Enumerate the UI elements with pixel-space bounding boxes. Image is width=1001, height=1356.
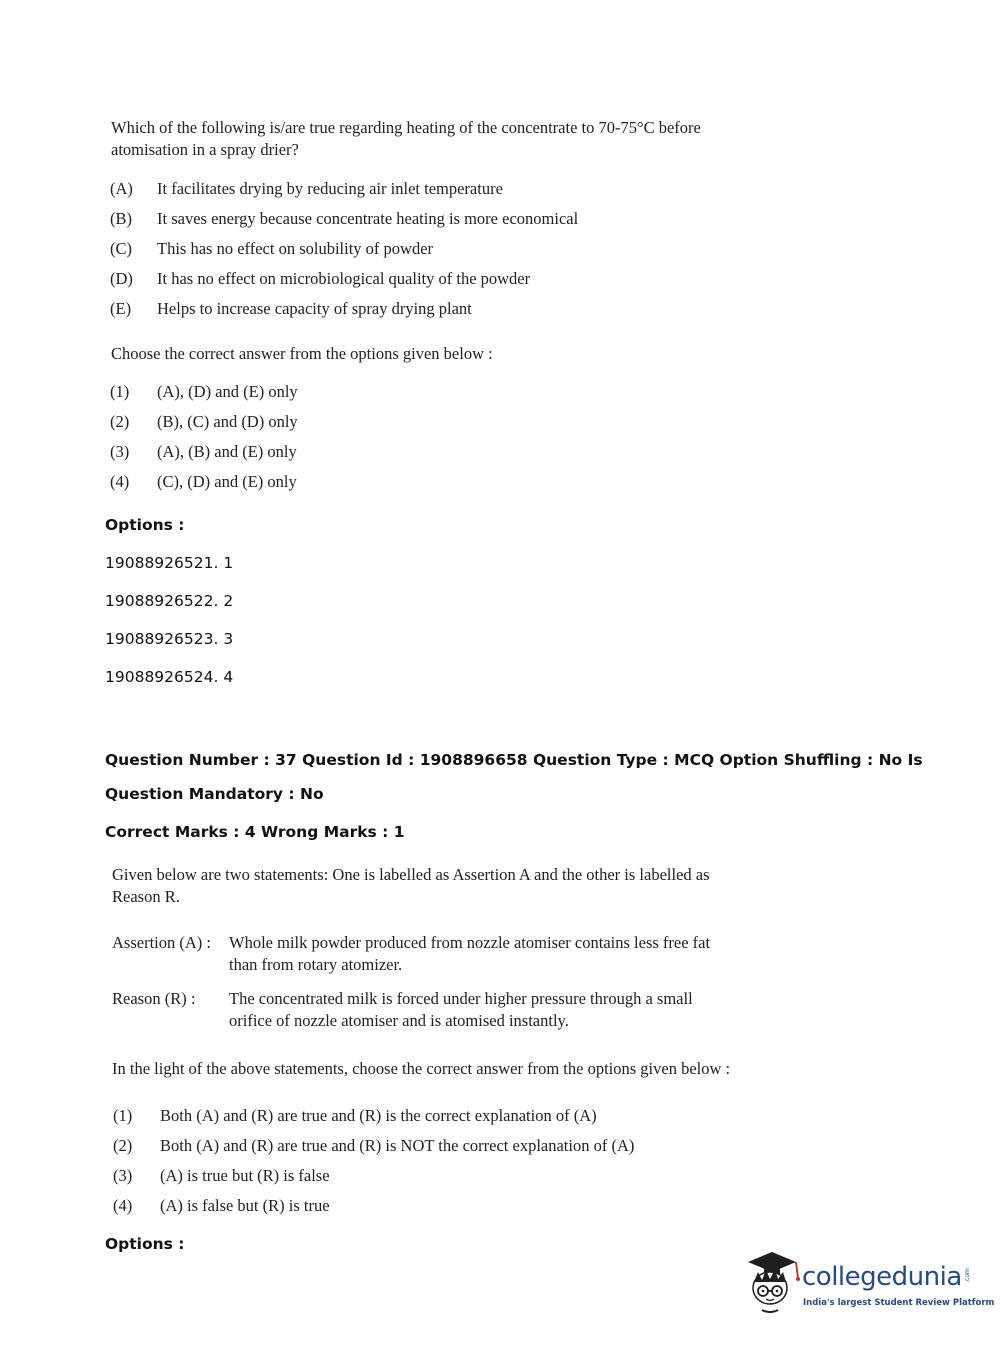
q1-option-id-1: 19088926521. 1 [105,554,234,572]
logo-wordmark: collegedunia [802,1262,962,1292]
mascot-icon [742,1248,800,1318]
logo-suffix: .com [963,1268,971,1283]
choice-text: (B), (C) and (D) only [157,412,298,431]
reason-text [229,988,717,1032]
q1-choose-prompt: Choose the correct answer from the options given below : [111,344,493,363]
q1-stem-line1: Which of the following is/are true regarding heating of the concentrate to 70-75°C before [111,118,701,137]
q1-stem [111,117,701,161]
choice-key: (1) [113,1106,133,1125]
q1-stem-line2: atomisation in a spray drier? [111,140,299,159]
choice-key: (2) [110,412,130,431]
statement-text: It has no effect on microbiological quality of the powder [157,269,531,288]
statement-text: It facilitates drying by reducing air inlet temperature [157,179,503,198]
assertion-line2: than from rotary atomizer. [229,955,403,974]
q1-option-id-4: 19088926524. 4 [105,668,234,686]
q2-meta-line2: Question Mandatory : No [105,785,324,803]
logo-tagline: India's largest Student Review Platform [803,1298,995,1308]
collegedunia-logo [742,1248,995,1318]
choice-text: (A) is true but (R) is false [160,1166,330,1185]
choice-text: Both (A) and (R) are true and (R) is the correct explanation of (A) [160,1106,597,1125]
choice-key: (1) [110,382,130,401]
choice-key: (3) [113,1166,133,1185]
q2-intro-line1: Given below are two statements: One is labelled as Assertion A and the other is labelled as [112,865,710,884]
statement-text: It saves energy because concentrate heating is more economical [157,209,579,228]
reason-label: Reason (R) : [112,989,196,1008]
assertion-text [229,932,717,976]
q2-meta-line3: Correct Marks : 4 Wrong Marks : 1 [105,823,405,841]
choice-key: (4) [113,1196,133,1215]
statement-key: (E) [110,299,132,318]
assertion-line1: Whole milk powder produced from nozzle atomiser contains less free fat [229,933,711,952]
q2-assertion [112,932,732,978]
choice-key: (4) [110,472,130,491]
q2-options-heading: Options : [105,1235,185,1253]
assertion-label: Assertion (A) : [112,933,211,952]
q2-meta-line1: Question Number : 37 Question Id : 1908896658 Question Type : MCQ Option Shuffling : No Is [105,751,923,769]
choice-text: (A) is false but (R) is true [160,1196,330,1215]
statement-key: (D) [110,269,133,288]
statement-key: (B) [110,209,132,228]
q2-intro [112,864,710,908]
choice-key: (3) [110,442,130,461]
choice-key: (2) [113,1136,133,1155]
q2-reason [112,988,732,1034]
q1-options-heading: Options : [105,516,185,534]
statement-key: (C) [110,239,132,258]
choice-text: (C), (D) and (E) only [157,472,297,491]
statement-text: Helps to increase capacity of spray drying plant [157,299,472,318]
choice-text: (A), (D) and (E) only [157,382,298,401]
reason-line1: The concentrated milk is forced under higher pressure through a small [229,989,693,1008]
statement-text: This has no effect on solubility of powder [157,239,434,258]
q2-choose-prompt: In the light of the above statements, choose the correct answer from the options given below : [112,1059,731,1078]
q2-intro-line2: Reason R. [112,887,180,906]
reason-line2: orifice of nozzle atomiser and is atomised instantly. [229,1011,569,1030]
choice-text: Both (A) and (R) are true and (R) is NOT the correct explanation of (A) [160,1136,635,1155]
statement-key: (A) [110,179,133,198]
q1-option-id-2: 19088926522. 2 [105,592,234,610]
choice-text: (A), (B) and (E) only [157,442,297,461]
q1-option-id-3: 19088926523. 3 [105,630,234,648]
